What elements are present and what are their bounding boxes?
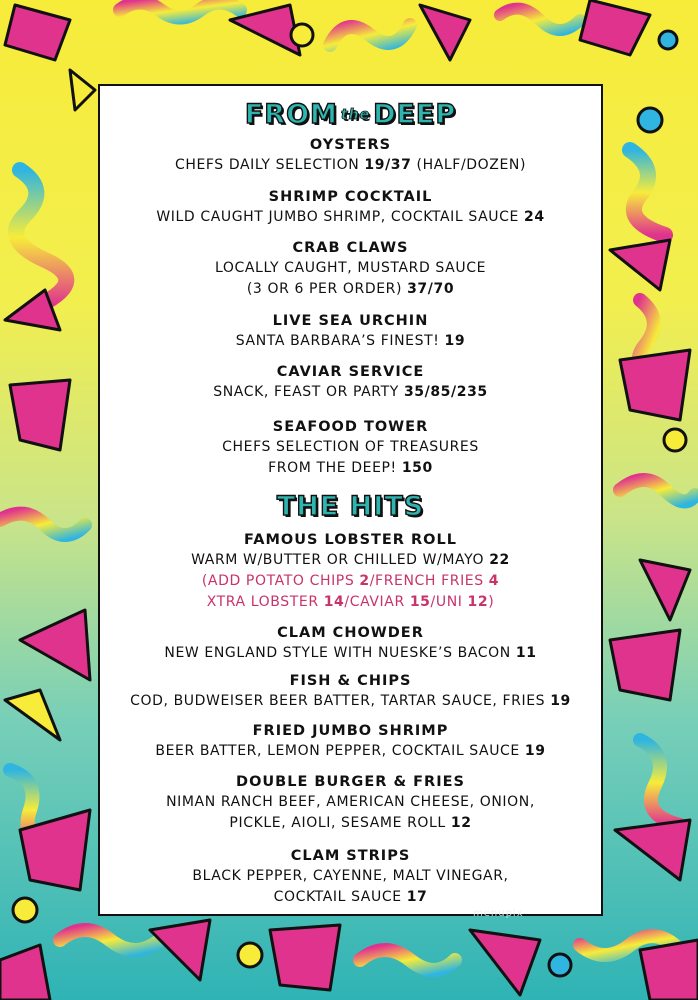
menu-item-fried-jumbo-shrimp xyxy=(100,721,601,762)
item-addons-line-2: XTRA LOBSTER 14/CAVIAR 15/UNI 12) xyxy=(206,594,495,610)
menu-item-clam-strips xyxy=(100,846,601,908)
menu-item-clam-chowder xyxy=(100,623,601,664)
item-price: 37/70 xyxy=(407,281,455,297)
watermark: menupix xyxy=(473,908,524,919)
item-price: 19 xyxy=(524,743,546,759)
item-name: FAMOUS LOBSTER ROLL xyxy=(243,532,457,548)
item-name: CAVIAR SERVICE xyxy=(276,364,425,380)
item-name: LIVE SEA URCHIN xyxy=(272,313,429,329)
item-price: 19 xyxy=(550,693,571,709)
menu-item-crab-claws xyxy=(100,238,601,300)
item-name: CLAM CHOWDER xyxy=(277,625,424,641)
item-description: NEW ENGLAND STYLE WITH NUESKE’S BACON 11 xyxy=(164,645,537,661)
item-price: 24 xyxy=(524,209,545,225)
item-name: FRIED JUMBO SHRIMP xyxy=(252,723,449,739)
menu-item-seafood-tower xyxy=(100,417,601,479)
menu-item-double-burger-and-fries xyxy=(100,772,601,834)
item-name: CLAM STRIPS xyxy=(290,848,411,864)
item-price: 19/37 xyxy=(364,157,412,173)
item-name: CRAB CLAWS xyxy=(292,240,409,256)
item-price: 22 xyxy=(489,552,510,568)
section-title-the-hits: THE HITS xyxy=(276,491,425,522)
item-price: 35/85/235 xyxy=(403,384,488,400)
item-name: OYSTERS xyxy=(309,137,392,153)
item-price: 17 xyxy=(406,889,428,905)
item-description: CHEFS SELECTION OF TREASURES xyxy=(222,439,479,455)
item-price: 11 xyxy=(515,645,537,661)
item-description: COD, BUDWEISER BEER BATTER, TARTAR SAUCE, FRIES 19 xyxy=(130,693,571,709)
menu-item-live-sea-urchin xyxy=(100,311,601,352)
item-description: WILD CAUGHT JUMBO SHRIMP, COCKTAIL SAUCE 24 xyxy=(156,209,545,225)
item-addons-line-1: (ADD POTATO CHIPS 2/FRENCH FRIES 4 xyxy=(201,573,500,589)
item-description-2: COCKTAIL SAUCE 17 xyxy=(273,889,428,905)
menu-item-famous-lobster-roll xyxy=(100,530,601,613)
menu-item-fish-and-chips xyxy=(100,671,601,712)
item-name: SEAFOOD TOWER xyxy=(272,419,429,435)
item-price: 12 xyxy=(450,815,472,831)
item-price: 150 xyxy=(401,460,433,476)
item-description: BEER BATTER, LEMON PEPPER, COCKTAIL SAUCE 19 xyxy=(155,743,546,759)
title-word-deep: DEEP xyxy=(373,99,457,130)
item-name: DOUBLE BURGER & FRIES xyxy=(236,774,465,790)
title-word-from: FROM xyxy=(244,99,338,130)
title-word-the: the xyxy=(340,107,371,123)
item-description: WARM W/BUTTER OR CHILLED W/MAYO 22 xyxy=(191,552,510,568)
menu-item-caviar-service xyxy=(100,362,601,403)
item-name: SHRIMP COCKTAIL xyxy=(268,189,433,205)
item-description: NIMAN RANCH BEEF, AMERICAN CHEESE, ONION, xyxy=(166,794,535,810)
item-price: 19 xyxy=(444,333,466,349)
section-title-from-the-deep xyxy=(100,99,601,131)
item-description: BLACK PEPPER, CAYENNE, MALT VINEGAR, xyxy=(192,868,509,884)
item-name: FISH & CHIPS xyxy=(289,673,412,689)
menu-item-shrimp-cocktail xyxy=(100,187,601,228)
item-description: CHEFS DAILY SELECTION 19/37 (HALF/DOZEN) xyxy=(174,157,527,173)
menu-item-oysters xyxy=(100,135,601,176)
item-description: SANTA BARBARA’S FINEST! 19 xyxy=(235,333,466,349)
item-description: LOCALLY CAUGHT, MUSTARD SAUCE xyxy=(214,260,487,276)
item-description: SNACK, FEAST OR PARTY 35/85/235 xyxy=(213,384,488,400)
item-description-2: PICKLE, AIOLI, SESAME ROLL 12 xyxy=(229,815,472,831)
item-description-2: (3 OR 6 PER ORDER) 37/70 xyxy=(246,281,455,297)
item-description-2: FROM THE DEEP! 150 xyxy=(268,460,433,476)
menu-card xyxy=(98,84,603,916)
